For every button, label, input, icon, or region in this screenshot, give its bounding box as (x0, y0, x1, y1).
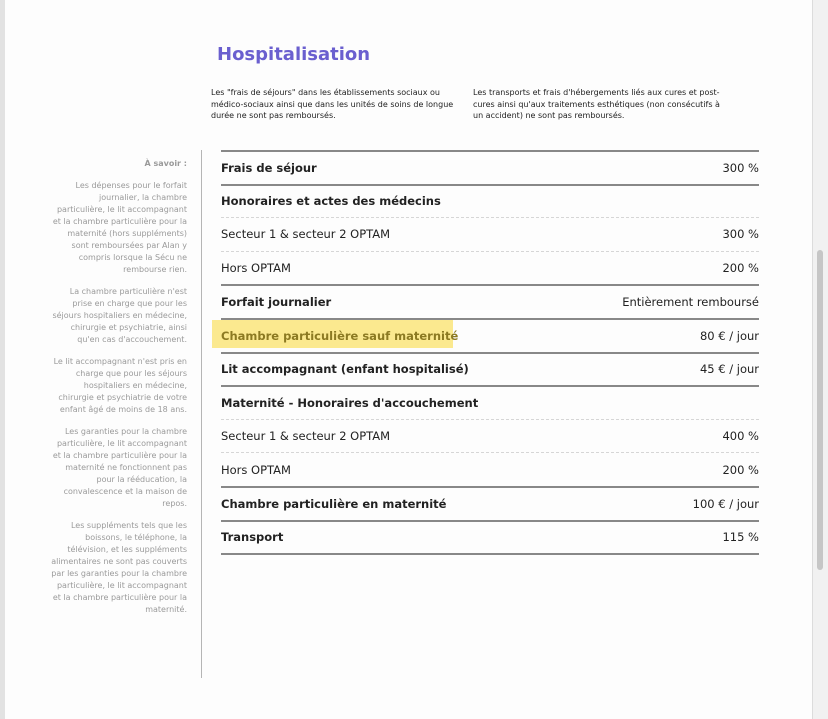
row-label: Hors OPTAM (221, 261, 291, 276)
row-value: 100 € / jour (692, 496, 759, 511)
sidebar-note: Les suppléments tels que les boissons, le téléphone, la télévision, et les suppléments alimentaires ne sont pas couverts par les garanties pour la chambre particulière, le lit accompagnant et la chambre particulière pour la maternité. (51, 521, 187, 614)
row-label: Secteur 1 & secteur 2 OPTAM (221, 227, 391, 242)
row-value: 400 % (722, 429, 759, 444)
sidebar-heading: À savoir : (144, 159, 187, 168)
intro-note-left: Les "frais de séjours" dans les établissements sociaux ou médico-sociaux ainsi que dans les unités de soins de longue durée ne sont pas remboursés. (211, 88, 454, 120)
sidebar-divider (201, 150, 202, 678)
row-label: Chambre particulière sauf maternité (221, 328, 459, 343)
row-value: 200 % (722, 261, 759, 276)
sidebar-note: Le lit accompagnant n'est pris en charge que pour les séjours hospitaliers en médecine, chirurgie et psychiatrie de votre enfant âgé de moins de 18 ans. (53, 357, 187, 414)
row-label: Hors OPTAM (221, 462, 291, 477)
table-row (221, 419, 759, 453)
sidebar-notes (50, 158, 187, 626)
table-row (221, 520, 759, 554)
row-value: 115 % (722, 530, 759, 545)
row-label: Lit accompagnant (enfant hospitalisé) (221, 362, 469, 377)
row-label: Maternité - Honoraires d'accouchement (221, 395, 479, 410)
table-row (221, 184, 759, 218)
table-row (221, 217, 759, 251)
table-row (221, 385, 759, 419)
table-row (221, 352, 759, 386)
row-value: 80 € / jour (699, 328, 759, 343)
sidebar-note: Les dépenses pour le forfait journalier, la chambre particulière, le lit accompagnant et la chambre particulière pour la maternité (hors suppléments) sont remboursées par Alan y compris lorsque la Sécu ne rembourse rien. (52, 181, 187, 274)
table-row (221, 318, 759, 352)
row-label: Forfait journalier (221, 295, 332, 310)
row-label: Honoraires et actes des médecins (221, 194, 441, 209)
scrollbar[interactable] (812, 0, 828, 719)
row-label: Transport (221, 530, 284, 545)
row-label: Frais de séjour (221, 160, 317, 175)
table-row (221, 284, 759, 318)
row-value: 300 % (722, 227, 759, 242)
table-row (221, 150, 759, 184)
sidebar-note: La chambre particulière n'est prise en charge que pour les séjours hospitaliers en médecine, chirurgie et psychiatrie, ainsi qu'en cas d'accouchement. (52, 287, 187, 344)
row-value: Entièrement remboursé (622, 295, 759, 310)
intro-note-right: Les transports et frais d'hébergements liés aux cures et post-cures ainsi qu'aux traitements esthétiques (non consécutifs à un accident) ne sont pas remboursés. (473, 88, 720, 120)
row-value: 200 % (722, 462, 759, 477)
page-left-border (0, 0, 5, 719)
table-row (221, 486, 759, 520)
table-row (221, 452, 759, 486)
sidebar-note: Les garanties pour la chambre particulière, le lit accompagnant et la chambre particulière pour la maternité ne fonctionnent pas pour la rééducation, la convalescence et la maison de repos. (52, 427, 187, 508)
row-label: Secteur 1 & secteur 2 OPTAM (221, 429, 391, 444)
table-row (221, 251, 759, 285)
row-label: Chambre particulière en maternité (221, 496, 447, 511)
coverage-table (221, 150, 759, 555)
table-bottom-rule (221, 553, 759, 555)
row-value: 45 € / jour (699, 362, 759, 377)
scrollbar-thumb[interactable] (817, 250, 823, 570)
row-value: 300 % (722, 160, 759, 175)
page-title: Hospitalisation (217, 44, 371, 65)
